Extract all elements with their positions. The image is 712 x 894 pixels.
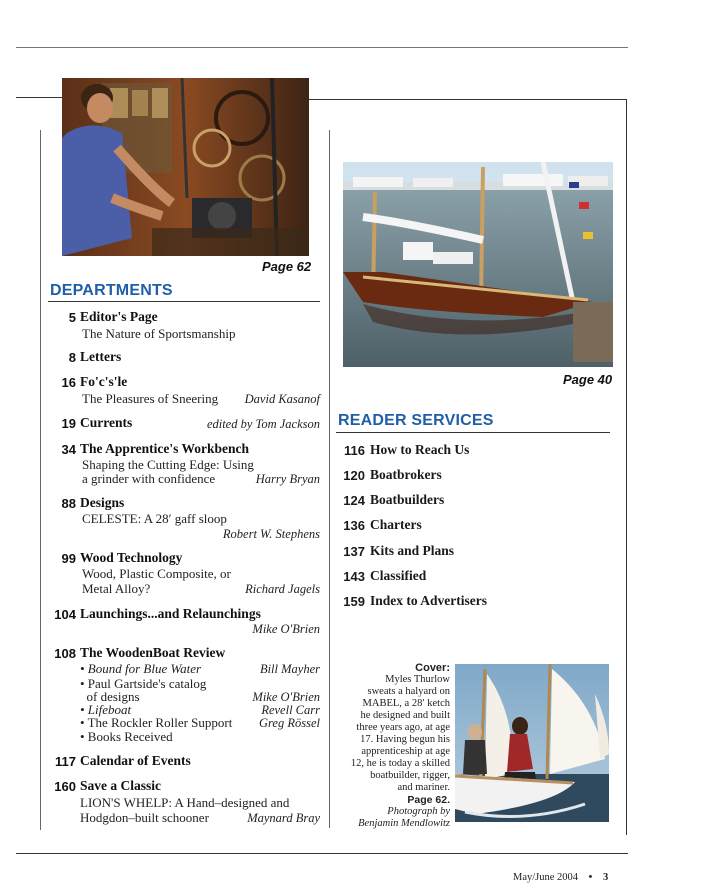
header-rule-left bbox=[16, 97, 62, 98]
toc-title: Fo'c's'le bbox=[80, 374, 128, 389]
cover-line: sweats a halyard on bbox=[367, 686, 450, 697]
services-page-number: 137 bbox=[343, 544, 365, 559]
cover-line: MABEL, a 28′ ketch bbox=[362, 698, 450, 709]
cover-line: he designed and built bbox=[360, 710, 450, 721]
cover-credit: Photograph by bbox=[387, 806, 450, 817]
toc-title: Letters bbox=[80, 349, 122, 364]
toc-title: Launchings...and Relaunchings bbox=[80, 606, 261, 621]
toc-subtitle: CELESTE: A 28′ gaff sloop bbox=[82, 511, 227, 526]
reader-services-heading: READER SERVICES bbox=[338, 412, 494, 429]
toc-author: Revell Carr bbox=[261, 703, 320, 717]
issue-date: May/June 2004 bbox=[513, 872, 579, 883]
services-page-number: 143 bbox=[343, 569, 365, 584]
toc-subtitle: The Pleasures of Sneering bbox=[82, 391, 219, 406]
toc-author: Mike O'Brien bbox=[252, 690, 320, 704]
toc-title: Currents bbox=[80, 415, 133, 430]
toc-title: Wood Technology bbox=[80, 550, 183, 565]
toc-page-number: 8 bbox=[68, 350, 76, 365]
toc-title: The WoodenBoat Review bbox=[80, 645, 226, 660]
toc-page-number: 5 bbox=[68, 310, 76, 325]
services-title: Kits and Plans bbox=[370, 543, 455, 558]
cover-photo bbox=[455, 664, 609, 822]
workshop-photo-caption: Page 62 bbox=[262, 259, 312, 274]
cover-line: three years ago, at age bbox=[356, 722, 450, 733]
review-item: • Lifeboat bbox=[80, 702, 132, 717]
review-item: • Paul Gartside's catalog bbox=[80, 676, 207, 691]
page-number: 3 bbox=[602, 872, 609, 883]
workshop-photo bbox=[62, 78, 309, 256]
toc-subtitle: LION'S WHELP: A Hand–designed and bbox=[80, 795, 290, 810]
top-rule bbox=[16, 47, 628, 48]
services-title: Boatbrokers bbox=[370, 467, 442, 482]
footer bbox=[513, 872, 608, 883]
toc-title: Editor's Page bbox=[80, 309, 158, 324]
services-page-number: 124 bbox=[343, 493, 365, 508]
services-page-number: 120 bbox=[343, 468, 365, 483]
bottom-rule bbox=[16, 853, 628, 854]
toc-author: Maynard Bray bbox=[247, 811, 320, 825]
services-title: Boatbuilders bbox=[370, 492, 445, 507]
toc-subtitle: Hodgdon–built schooner bbox=[80, 810, 209, 825]
services-title: Charters bbox=[370, 517, 422, 532]
toc-author: edited by Tom Jackson bbox=[206, 417, 320, 431]
toc-page-number: 88 bbox=[61, 496, 76, 511]
boat-photo-caption: Page 40 bbox=[563, 372, 613, 387]
toc-subtitle: Shaping the Cutting Edge: Using bbox=[82, 457, 254, 472]
footer-bullet: • bbox=[588, 872, 593, 883]
review-item: • Bound for Blue Water bbox=[80, 661, 202, 676]
toc-author: Robert W. Stephens bbox=[222, 527, 320, 541]
cover-line: 17. Having begun his bbox=[360, 734, 450, 745]
toc-author: Bill Mayher bbox=[259, 662, 320, 676]
services-title: Index to Advertisers bbox=[370, 593, 487, 608]
toc-subtitle: Wood, Plastic Composite, or bbox=[82, 566, 231, 581]
toc-subtitle: Metal Alloy? bbox=[82, 581, 151, 596]
departments-rule bbox=[48, 301, 320, 302]
cover-label: Cover: bbox=[415, 662, 450, 674]
toc-page-number: 108 bbox=[54, 646, 76, 661]
toc-page-number: 160 bbox=[54, 779, 76, 794]
toc-page-number: 19 bbox=[61, 416, 76, 431]
reader-services-rule bbox=[336, 432, 610, 433]
toc-author: Greg Rössel bbox=[259, 716, 320, 730]
toc-page-number: 99 bbox=[61, 551, 76, 566]
boat-photo bbox=[343, 162, 613, 367]
cover-caption bbox=[330, 662, 450, 830]
left-frame-rule bbox=[40, 130, 41, 830]
services-page-number: 159 bbox=[343, 594, 365, 609]
cover-credit: Benjamin Mendlowitz bbox=[358, 818, 450, 829]
toc-page-number: 16 bbox=[61, 375, 76, 390]
header-rule-right bbox=[308, 99, 626, 100]
toc-page-number: 104 bbox=[54, 607, 76, 622]
toc-author: Harry Bryan bbox=[255, 472, 320, 486]
review-item: of designs bbox=[80, 689, 140, 704]
review-item: • The Rockler Roller Support bbox=[80, 715, 233, 730]
cover-line: apprenticeship at age bbox=[361, 746, 450, 757]
cover-line: Myles Thurlow bbox=[385, 674, 450, 685]
right-frame-rule bbox=[626, 99, 627, 835]
services-page-number: 136 bbox=[343, 518, 365, 533]
departments-heading: DEPARTMENTS bbox=[50, 282, 173, 299]
services-page-number: 116 bbox=[344, 443, 365, 458]
toc-title: Save a Classic bbox=[80, 778, 161, 793]
toc-author: David Kasanof bbox=[244, 392, 320, 406]
cover-page-ref: Page 62. bbox=[407, 794, 450, 806]
services-title: Classified bbox=[370, 568, 427, 583]
toc-author: Mike O'Brien bbox=[252, 622, 320, 636]
toc-title: Calendar of Events bbox=[80, 753, 191, 768]
toc-title: Designs bbox=[80, 495, 125, 510]
toc-author: Richard Jagels bbox=[245, 582, 320, 596]
cover-line: boatbuilder, rigger, bbox=[370, 770, 450, 781]
toc-subtitle: a grinder with confidence bbox=[82, 471, 216, 486]
toc-title: The Apprentice's Workbench bbox=[80, 441, 250, 456]
cover-line: 12, he is today a skilled bbox=[350, 758, 450, 769]
services-title: How to Reach Us bbox=[370, 442, 470, 457]
toc-subtitle: The Nature of Sportsmanship bbox=[82, 326, 236, 341]
toc-page-number: 117 bbox=[55, 754, 76, 769]
toc-page-number: 34 bbox=[61, 442, 76, 457]
cover-line: and mariner. bbox=[397, 782, 450, 793]
review-item: • Books Received bbox=[80, 729, 173, 744]
